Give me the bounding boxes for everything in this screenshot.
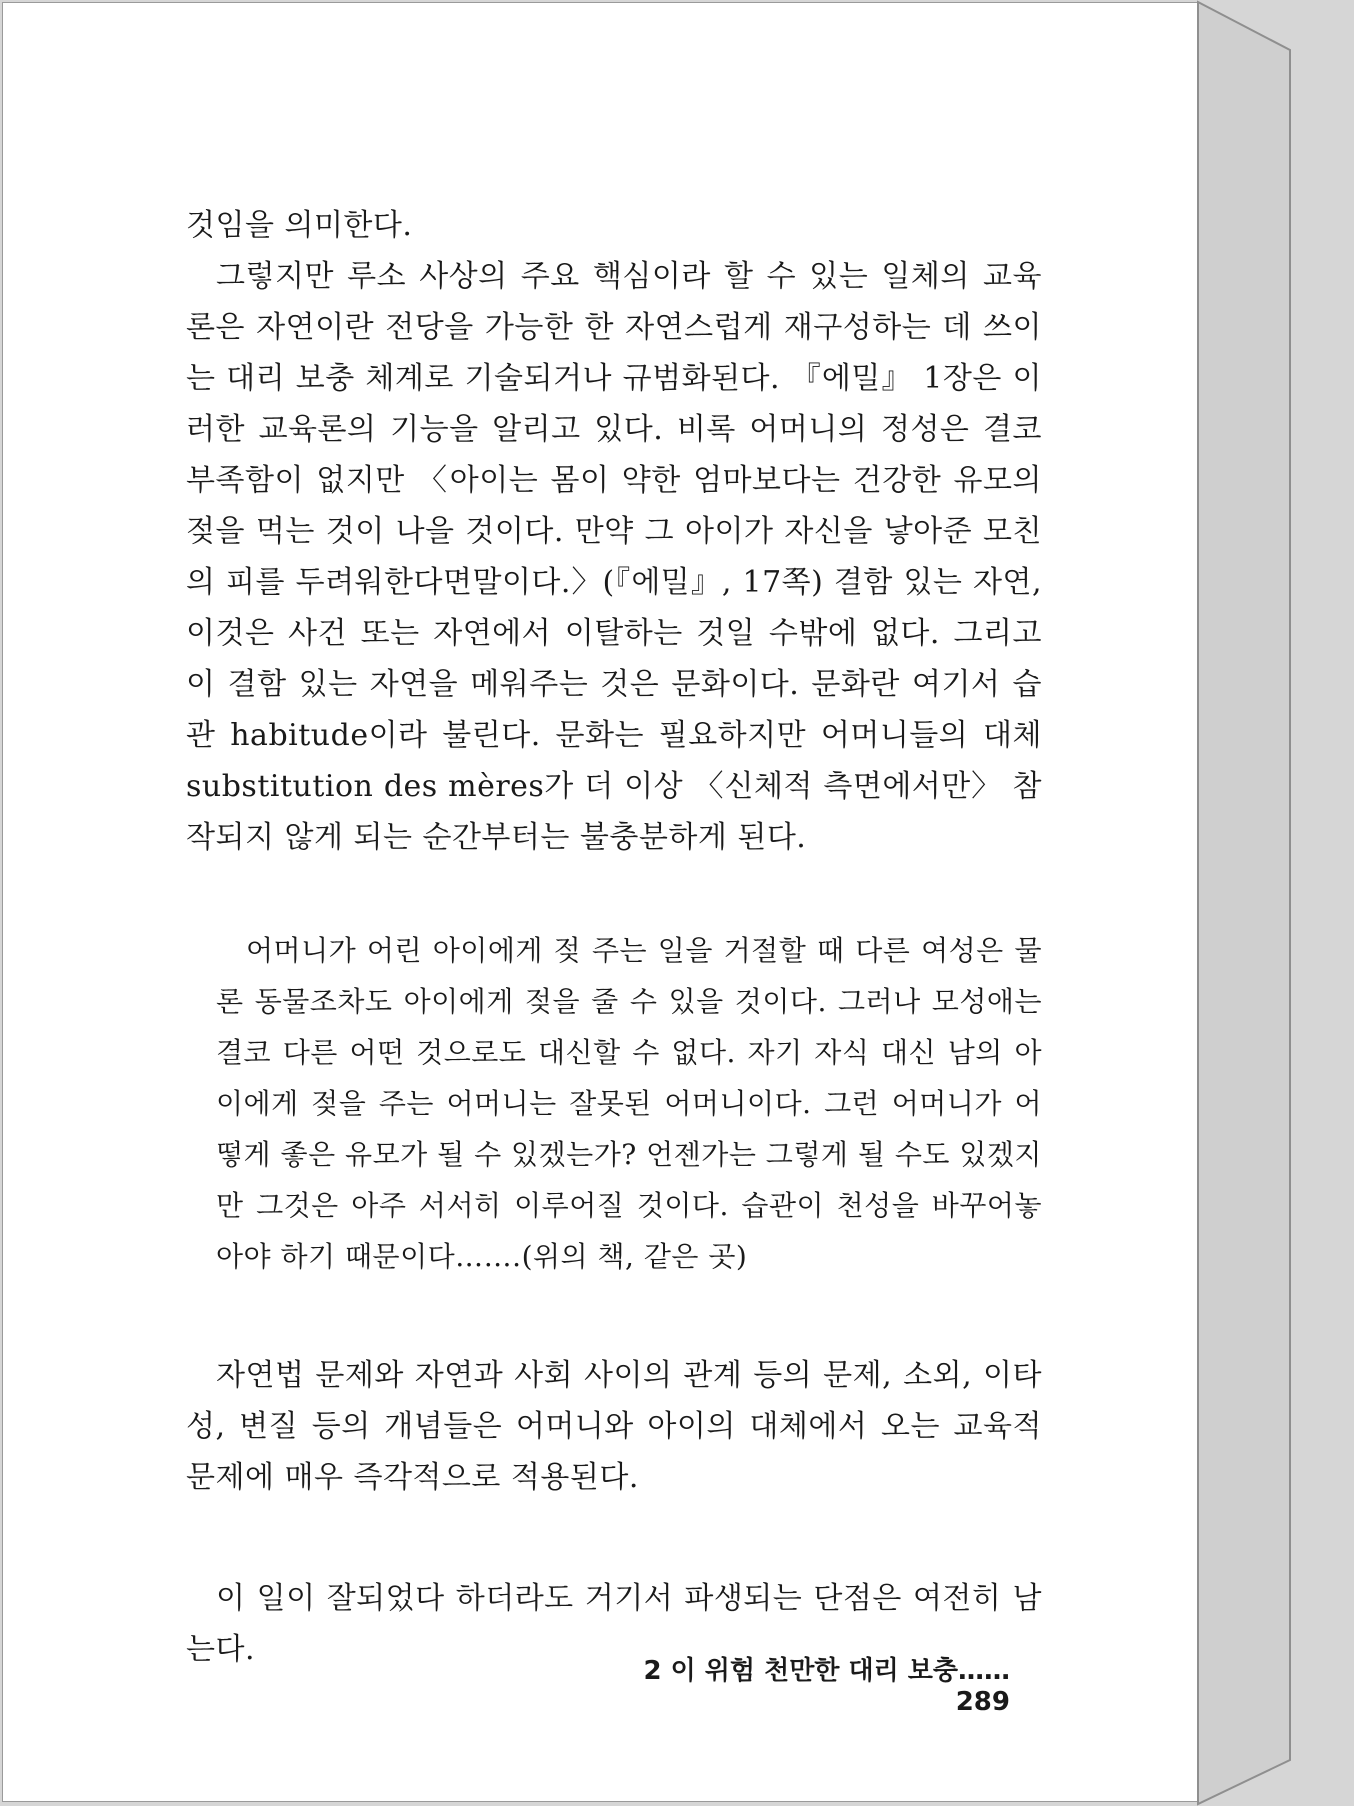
page-footer [600, 1650, 1010, 1717]
paragraph-4: 이 일이 잘되었다 하더라도 거기서 파생되는 단점은 여전히 남는다. [186, 1581, 1042, 1667]
paragraph-3: 자연법 문제와 자연과 사회 사이의 관계 등의 문제, 소외, 이타성, 변질 등의 개념들은 어머니와 아이의 대체에서 오는 교육적 문제에 매우 즉각적으로 적용된다. [186, 1358, 1042, 1495]
body-text [186, 200, 1042, 1675]
paragraph-1: 것임을 의미한다. [186, 208, 413, 243]
page-number: 289 [955, 1687, 1010, 1717]
paragraph-2: 그렇지만 루소 사상의 주요 핵심이라 할 수 있는 일체의 교육론은 자연이란 전당을 가능한 한 자연스럽게 재구성하는 데 쓰이는 대리 보충 체계로 기술되거나 규범화된다. 『에밀』 1장은 이러한 교육론의 기능을 알리고 있다. 비록 어머니의 정성은 결코 부족함이 없지만 〈아이는 몸이 약한 엄마보다는 건강한 유모의 젖을 먹는 것이 나을 것이다. 만약 그 아이가 자신을 낳아준 모친의 피를 두려워한다면말이다.〉(『에밀』, 17쪽) 결함 있는 자연, 이것은 사건 또는 자연에서 이탈하는 것일 수밖에 없다. 그리고 이 결함 있는 자연을 메워주는 것은 문화이다. 문화란 여기서 습관 habitude이라 불린다. 문화는 필요하지만 어머니들의 대체 substitution des mères가 더 이상 〈신체적 측면에서만〉 참작되지 않게 되는 순간부터는 불충분하게 된다. [186, 259, 1042, 855]
block-quote: 어머니가 어린 아이에게 젖 주는 일을 거절할 때 다른 여성은 물론 동물조차도 아이에게 젖을 줄 수 있을 것이다. 그러나 모성애는 결코 다른 어떤 것으로도 대신할 수 없다. 자기 자식 대신 남의 아이에게 젖을 주는 어머니는 잘못된 어머니이다. 그런 어머니가 어떻게 좋은 유모가 될 수 있겠는가? 언젠가는 그렇게 될 수도 있겠지만 그것은 아주 서서히 이루어질 것이다. 습관이 천성을 바꾸어놓아야 하기 때문이다…….(위의 책, 같은 곳) [216, 934, 1042, 1273]
running-head: 2 이 위험 천만한 대리 보충…… [643, 1656, 1010, 1686]
